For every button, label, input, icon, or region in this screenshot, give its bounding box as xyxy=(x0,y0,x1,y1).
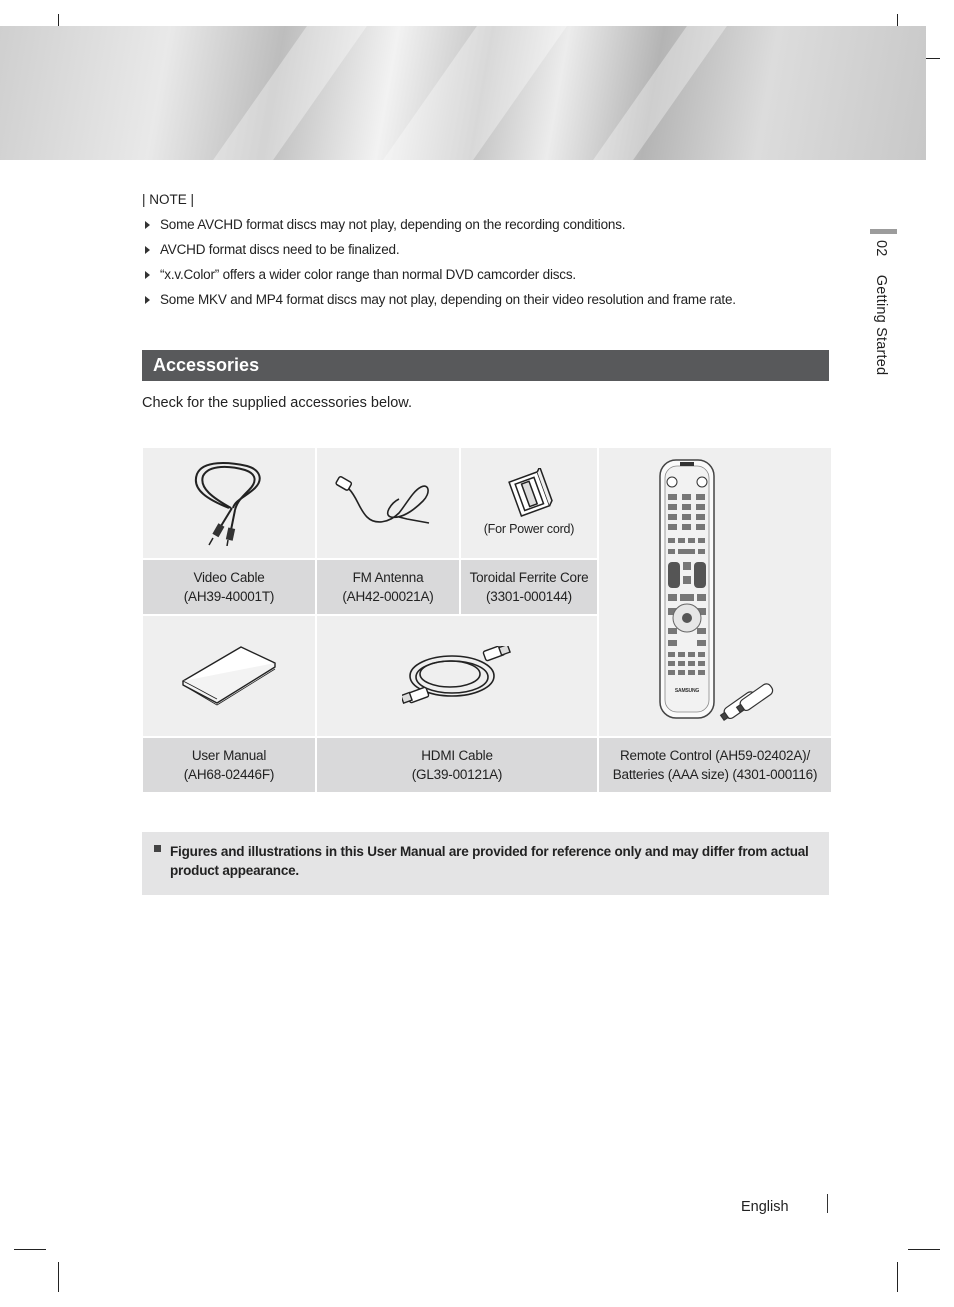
bullet-triangle-icon xyxy=(145,296,150,304)
ferrite-core-label: Toroidal Ferrite Core (3301-000144) xyxy=(460,559,598,615)
note-list xyxy=(142,216,736,316)
hdmi-cable-icon xyxy=(402,646,512,706)
chapter-tab-marker xyxy=(870,229,897,234)
list-item: “x.v.Color” offers a wider color range than normal DVD camcorder discs. xyxy=(142,266,736,291)
crop-mark xyxy=(58,1262,59,1292)
accessories-table xyxy=(141,446,833,794)
video-cable-label: Video Cable (AH39-40001T) xyxy=(142,559,316,615)
remote-control-icon xyxy=(650,456,780,728)
disclaimer-note: Figures and illustrations in this User Manual are provided for reference only and may differ from actual product appearance. xyxy=(142,832,829,895)
ferrite-core-icon xyxy=(504,468,554,518)
remote-brand: SAMSUNG xyxy=(674,688,700,694)
crop-mark xyxy=(908,1249,940,1250)
video-cable-icon xyxy=(189,460,269,546)
section-title: Accessories xyxy=(142,350,829,381)
remote-control-image xyxy=(598,447,832,737)
list-item: Some MKV and MP4 format discs may not play, depending on their video resolution and frame rate. xyxy=(142,291,736,316)
fm-antenna-image xyxy=(316,447,460,559)
bullet-triangle-icon xyxy=(145,271,150,279)
hdmi-cable-label: HDMI Cable (GL39-00121A) xyxy=(316,737,598,793)
list-item: AVCHD format discs need to be finalized. xyxy=(142,241,736,266)
footer-language: English xyxy=(741,1199,789,1215)
fm-antenna-label: FM Antenna (AH42-00021A) xyxy=(316,559,460,615)
ferrite-core-note: (For Power cord) xyxy=(483,521,575,536)
header-banner xyxy=(0,26,926,160)
chapter-title: Getting Started xyxy=(873,274,889,376)
user-manual-image xyxy=(142,615,316,737)
chapter-side-label xyxy=(873,240,889,375)
list-item: Some AVCHD format discs may not play, depending on the recording conditions. xyxy=(142,216,736,241)
user-manual-icon xyxy=(179,641,279,711)
note-label: | NOTE | xyxy=(142,192,195,207)
square-bullet-icon xyxy=(154,845,161,852)
remote-control-label: Remote Control (AH59-02402A)/ Batteries (AAA size) (4301-000116) xyxy=(598,737,832,793)
bullet-triangle-icon xyxy=(145,221,150,229)
video-cable-image xyxy=(142,447,316,559)
bullet-triangle-icon xyxy=(145,246,150,254)
intro-text: Check for the supplied accessories below. xyxy=(142,395,413,411)
user-manual-label: User Manual (AH68-02446F) xyxy=(142,737,316,793)
hdmi-cable-image xyxy=(316,615,598,737)
ferrite-core-image xyxy=(460,447,598,559)
crop-mark xyxy=(14,1249,46,1250)
crop-mark xyxy=(897,1262,898,1292)
footer-divider xyxy=(827,1194,828,1213)
chapter-number: 02 xyxy=(873,240,889,257)
fm-antenna-icon xyxy=(333,473,443,533)
